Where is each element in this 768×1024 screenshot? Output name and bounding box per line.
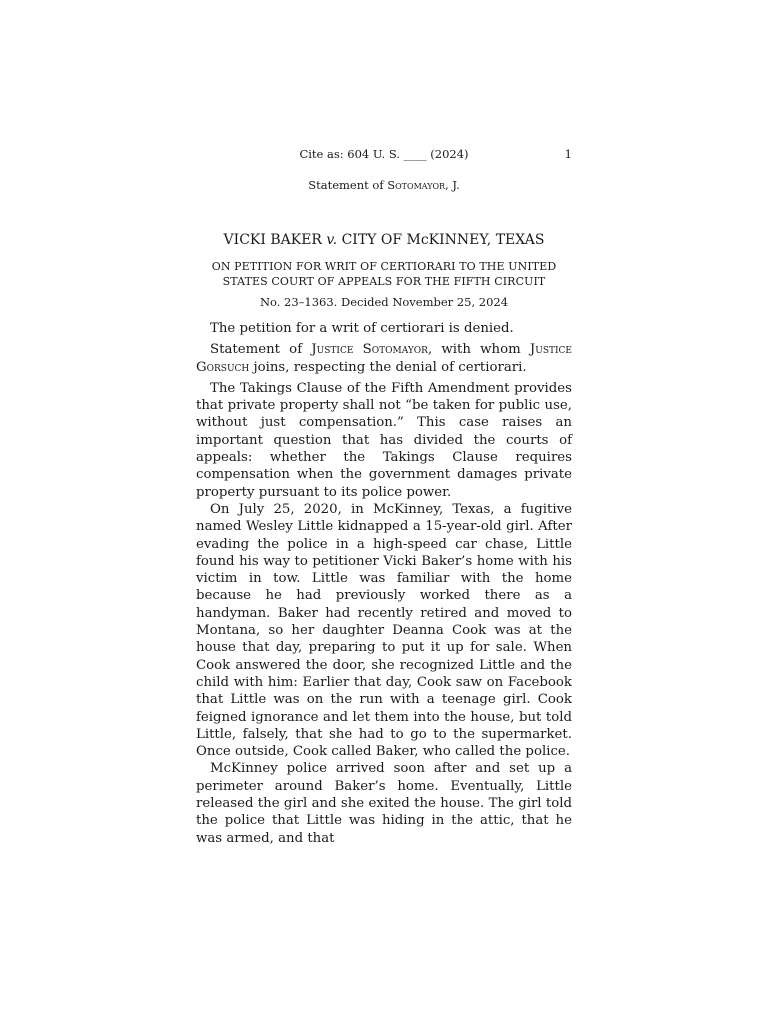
- case-title-part1: VICKI BAKER: [223, 232, 327, 248]
- paragraph-denial: The petition for a writ of certiorari is denied.: [210, 321, 514, 336]
- statement-a: Statement of: [210, 342, 312, 358]
- paragraph-facts: On July 25, 2020, in McKinney, Texas, a fugitive named Wesley Little kidnapped a 15-year-old girl. After evading the police in a high-speed car chase, Little found his way to petitioner Vicki Baker’s home with his victim in tow. Little was familiar with the home because he had previously worked there as a handyman. Baker had recently retired and moved to Montana, so her daughter Deanna Cook was at the house that day, preparing to put it up for sale. When Cook answered the door, she recognized Little and the child with him: Earlier that day, Cook saw on Facebook that Little was on the run with a teenage girl. Cook feigned ignorance and let them into the house, but told Little, falsely, that she had to go to the supermarket. Once outside, Cook called Baker, who called the police.: [196, 501, 572, 760]
- statement-justice: Sotomayor: [387, 178, 446, 192]
- statement-prefix: Statement of: [308, 178, 388, 192]
- paragraph-statement: [196, 341, 572, 376]
- opinion-body: [196, 320, 572, 847]
- case-title-v: v.: [326, 232, 338, 248]
- case-title: [196, 232, 572, 248]
- paragraph-police: McKinney police arrived soon after and set up a perimeter around Baker’s home. Eventually, Little released the girl and she exited the house. The girl told the police that Little was hiding in the attic, that he was armed, and that: [196, 761, 572, 846]
- running-header: [196, 147, 572, 163]
- page-number: 1: [564, 147, 572, 161]
- petition-line-2: STATES COURT OF APPEALS FOR THE FIFTH CIRCUIT: [222, 275, 546, 288]
- paragraph-takings-clause: The Takings Clause of the Fifth Amendment provides that private property shall not “be taken for public use, without just compensation.” This case raises an important question that has divided the courts of appeals: whether the Takings Clause requires compensation when the government damages private property pursuant to its police power.: [196, 380, 572, 500]
- statement-e: joins, respecting the denial of certiorari.: [249, 359, 527, 375]
- petition-heading: [196, 259, 572, 289]
- statement-justice-sotomayor: Justice Sotomayor: [311, 342, 428, 358]
- docket-line: No. 23–1363. Decided November 25, 2024: [259, 295, 509, 309]
- statement-justice-gorsuch: Justice Gorsuch: [196, 342, 573, 375]
- statement-suffix: , J.: [445, 178, 460, 192]
- statement-c: , with whom: [427, 342, 530, 358]
- case-title-part2: CITY OF McKINNEY, TEXAS: [337, 232, 545, 248]
- petition-line-1: ON PETITION FOR WRIT OF CERTIORARI TO THE UNITED: [211, 260, 557, 273]
- statement-header: [196, 178, 572, 192]
- citation: Cite as: 604 U. S. ____ (2024): [299, 147, 469, 161]
